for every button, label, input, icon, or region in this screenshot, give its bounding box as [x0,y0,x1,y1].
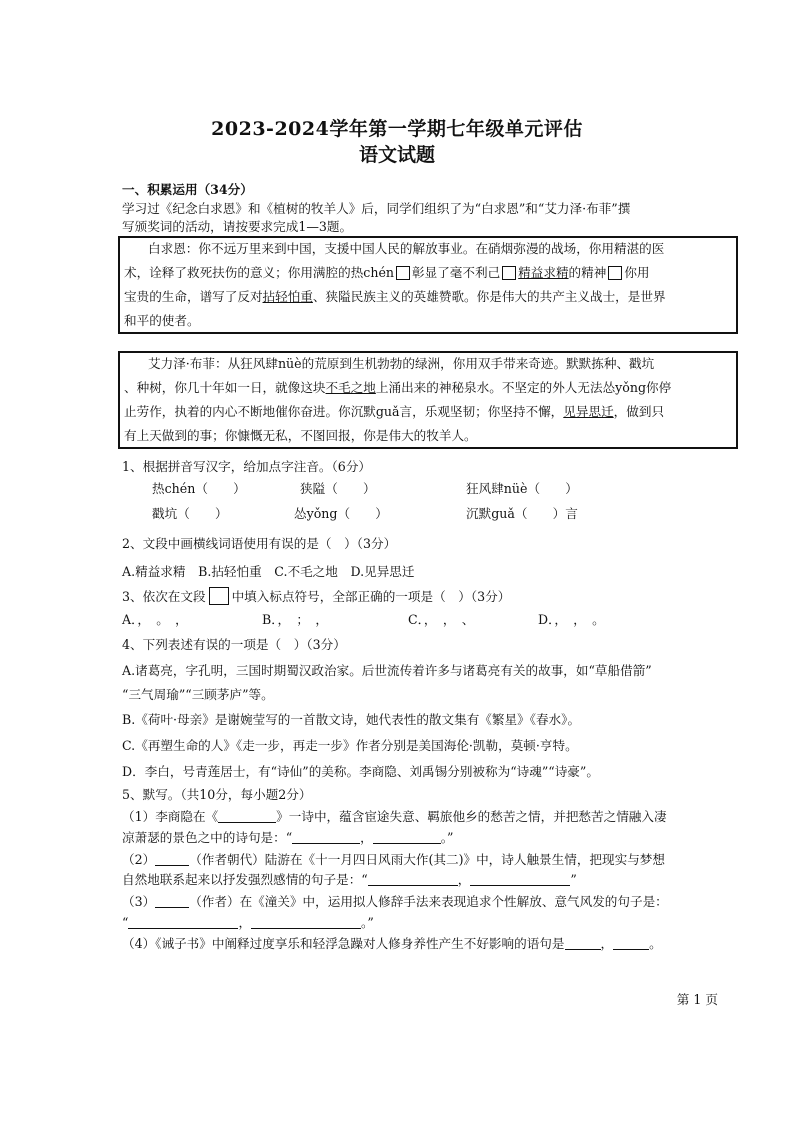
page-title: 2023-2024学年第一学期七年级单元评估 [211,118,583,140]
q5-text: ， [360,830,373,845]
q5-item-3-line-2 [122,914,374,932]
q5-item-2-line-2 [122,871,577,889]
q5-text: ， [457,872,471,887]
passage2-line-3 [124,403,664,421]
q5-text: 。” [361,915,374,930]
q5-text: 。” [440,830,454,845]
q5-item-2-line-1 [122,851,665,869]
q3-option-a: A．， 。 ， [122,612,188,627]
q4-option-d: D．李白，号青莲居士，有“诗仙”的美称。李商隐、刘禹锡分别被称为“诗魂”“诗豪”。 [122,764,599,779]
q5-text: （4）《诫子书》中阐释过度享乐和轻浮急躁对人修身养性产生不好影响的语句是 [122,936,565,951]
q5-text: 》一诗中，蕴含宦途失意、羁旅他乡的愁苦之情，并把愁苦之情融入凄 [276,809,667,824]
question-2-options: A.精益求精 B.拈轻怕重 C.不毛之地 D.见异思迁 [122,564,415,579]
intro-line-2: 写颁奖词的活动，请按要求完成1—3题。 [122,219,353,234]
page-subtitle: 语文试题 [358,144,435,166]
punctuation-box [608,266,622,280]
answer-blank[interactable] [218,810,276,823]
page-number: 第 1 页 [676,992,718,1007]
q5-text: 自然地联系起来以抒发强烈感情的句子是：“ [122,872,368,887]
answer-blank[interactable] [565,937,601,950]
answer-blank[interactable] [470,873,570,886]
q1-item: 戳坑（ ） [152,506,228,521]
q3-option-d: D．， ， 。 [538,612,605,627]
q5-item-3-line-1 [122,893,668,911]
q5-text: （2） [122,852,156,867]
q1-item: 沉默guǎ（ ）言 [466,506,578,521]
answer-blank[interactable] [613,937,649,950]
answer-blank[interactable] [368,873,458,886]
q3-option-b: B．， ； ， [262,612,328,627]
q5-text: 凉萧瑟的景色之中的诗句是：“ [122,830,293,845]
passage1-line-4: 和平的使者。 [124,313,200,328]
underlined-term: 精益求精 [518,265,569,280]
punctuation-box [396,266,410,280]
punctuation-box [209,587,229,605]
q1-item: 狭隘（ ） [300,481,376,496]
question-1-stem: 1、根据拼音写汉字，给加点字注音。（6分） [122,459,372,474]
passage2-text: 上涌出来的神秘泉水。不坚定的外人无法怂yǒng你停 [375,380,672,395]
answer-blank[interactable] [155,853,189,866]
q5-text: （作者朝代）陆游在《十一月四日风雨大作(其二)》中，诗人触景生情，把现实与梦想 [189,852,665,867]
passage2-text: ，做到只 [613,404,665,419]
passage1-text: 你用 [624,265,650,280]
punctuation-box [502,266,516,280]
underlined-term: 拈轻怕重 [262,289,313,304]
q5-text: “ [122,915,129,930]
q5-text: 。 [649,936,662,951]
answer-blank[interactable] [155,895,189,908]
q3-option-c: C．， ， 、 [408,612,475,627]
passage1-text: 宝贵的生命，谱写了反对 [124,289,263,304]
passage2-text: 、种树，你几十年如一日，就像这块 [124,380,326,395]
q4-option-b: B.《荷叶·母亲》是谢婉莹写的一首散文诗，她代表性的散文集有《繁星》《春水》。 [122,712,581,727]
question-2-stem: 2、文段中画横线词语使用有误的是（ ）（3分） [122,536,397,551]
passage1-text: 的精神 [568,265,607,280]
q4-option-a-line-1: A.诸葛亮，字孔明，三国时期蜀汉政治家。后世流传着许多与诸葛亮有关的故事，如“草船借箭” [122,663,652,678]
question-5-stem: 5、默写。（共10分，每小题2分） [122,787,312,802]
passage1-text: 彰显了毫不利己 [412,265,501,280]
q1-item: 狂风肆nüè（ ） [466,481,578,496]
question-3-stem [122,587,510,606]
passage1-line-3 [124,288,666,306]
passage1-text: 、狭隘民族主义的英雄赞歌。你是伟大的共产主义战士，是世界 [312,289,666,304]
q5-text: ， [238,915,252,930]
underlined-term: 见异思迁 [563,404,614,419]
underlined-term: 不毛之地 [325,380,376,395]
q5-text: ” [570,872,577,887]
q5-item-1-line-1 [122,808,667,826]
passage2-line-2 [124,379,671,397]
q5-text: （3） [122,894,156,909]
passage2-text: 止劳作，执着的内心不断地催你奋进。你沉默guǎ言，乐观坚韧；你坚持不懈， [124,404,564,419]
passage1-line-1: 白求恩：你不远万里来到中国，支援中国人民的解放事业。在硝烟弥漫的战场，你用精湛的医 [148,241,665,256]
q3-stem-text: 中填入标点符号，全部正确的一项是（ ）（3分） [231,589,511,604]
answer-blank[interactable] [292,831,360,844]
intro-line-1: 学习过《纪念白求恩》和《植树的牧羊人》后，同学们组织了为“白求恩”和“艾力泽·布菲”撰 [122,201,631,216]
q5-text: ， [600,936,614,951]
q4-option-c: C.《再塑生命的人》《走一步，再走一步》作者分别是美国海伦·凯勒，莫顿·亨特。 [122,738,578,753]
question-4-stem: 4、下列表述有误的一项是（ ）（3分） [122,637,346,652]
answer-blank[interactable] [251,916,361,929]
q5-item-1-line-2 [122,829,454,847]
q5-item-4 [122,935,662,953]
passage1-line-2 [124,264,650,282]
passage1-text: 术，诠释了救死扶伤的意义；你用满腔的热chén [124,265,395,280]
q4-option-a-line-2: “三气周瑜”“三顾茅庐”等。 [122,687,274,702]
q1-item: 怂yǒng（ ） [294,506,388,521]
q3-stem-text: 3、依次在文段 [122,589,206,604]
q1-item: 热chén（ ） [152,481,246,496]
answer-blank[interactable] [128,916,238,929]
passage2-line-1: 艾力泽·布菲：从狂风肆nüè的荒原到生机勃勃的绿洲，你用双手带来奇迹。默默拣种、戳坑 [148,356,655,371]
q5-text: （作者）在《潼关》中，运用拟人修辞手法来表现追求个性解放、意气风发的句子是： [189,894,668,909]
section-heading: 一、积累运用（34分） [122,182,253,197]
passage2-line-4: 有上天做到的事；你慷慨无私，不图回报，你是伟大的牧羊人。 [124,428,477,443]
q5-text: （1）李商隐在《 [122,809,219,824]
answer-blank[interactable] [373,831,441,844]
